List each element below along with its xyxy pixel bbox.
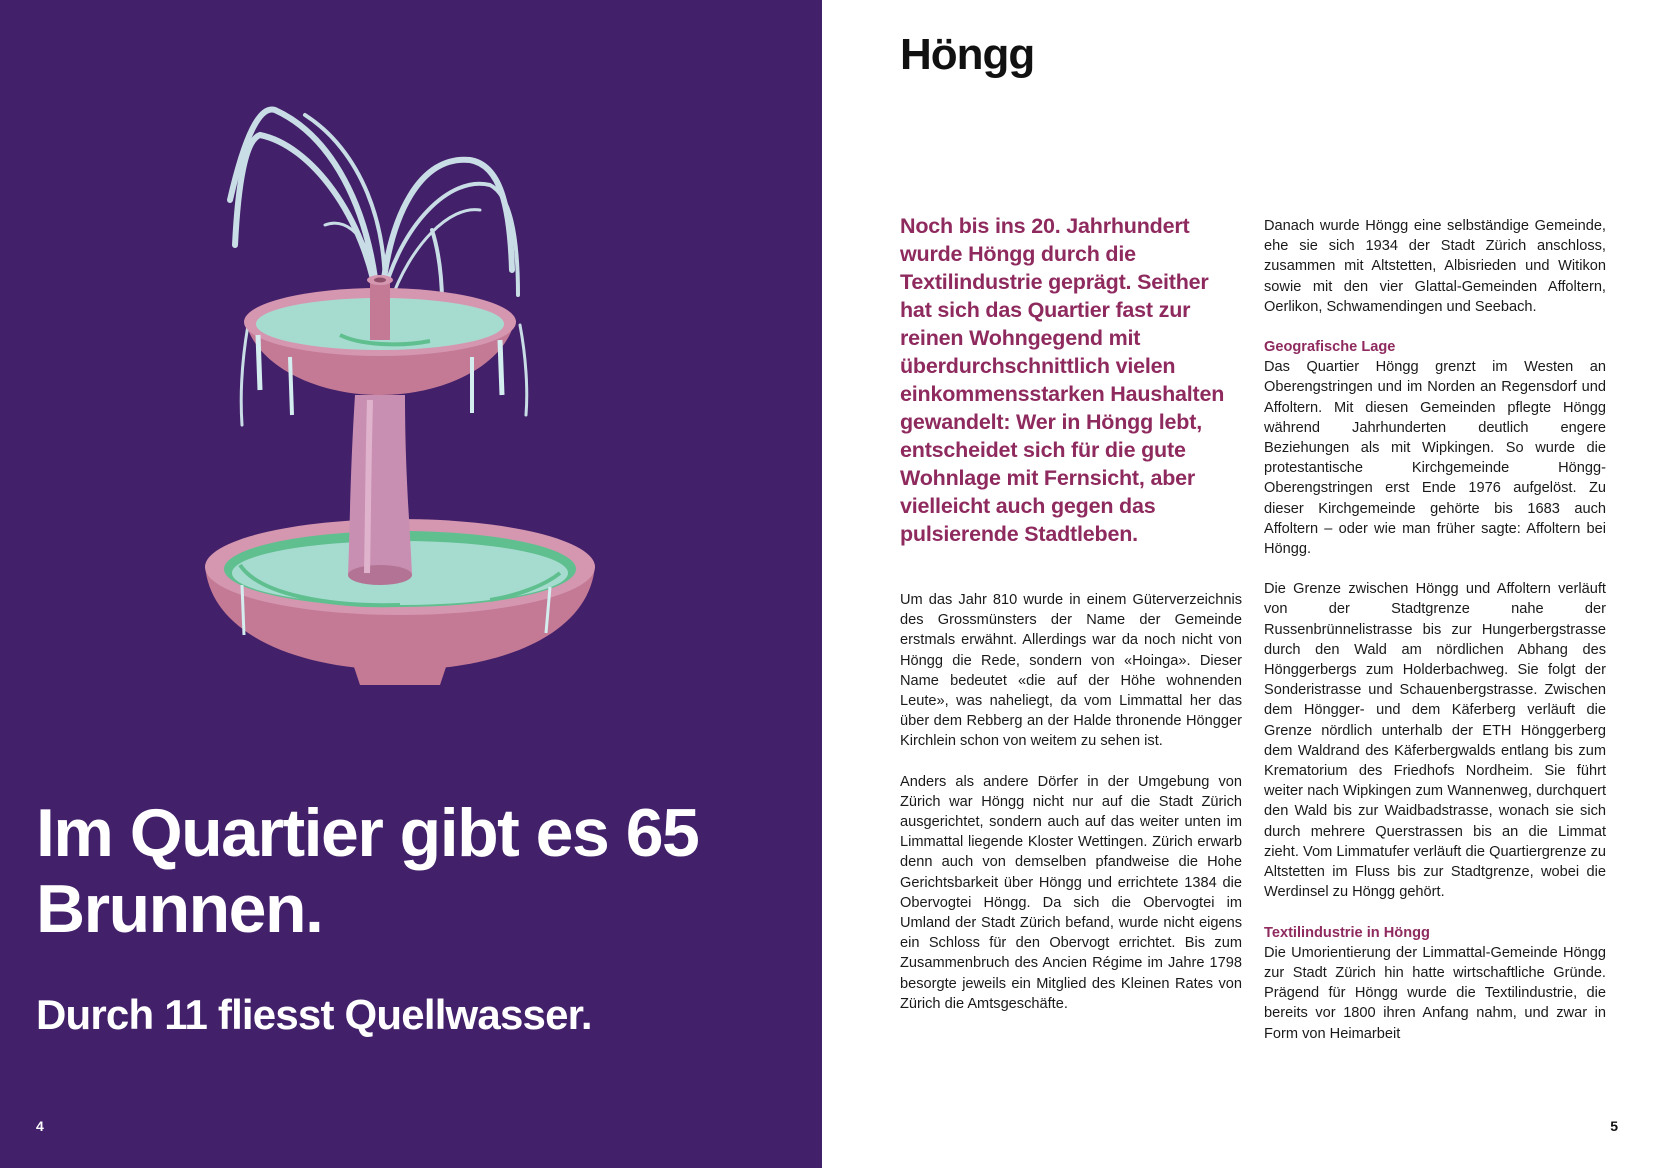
section-heading-textilindustrie: Textilindustrie in Höngg xyxy=(1264,924,1430,941)
body-paragraph: Die Umorientierung der Limmattal-Gemeinde Höngg zur Stadt Zürich hin hatte wirtschaftliche Gründe. Prägend für Höngg wurde die Textilindustrie, die bereits vor 1800 ihren Anfang nahm, und zwar in Form von Heimarbeit xyxy=(1264,944,1606,1042)
page-number-right: 5 xyxy=(1610,1118,1618,1134)
body-paragraph: Die Grenze zwischen Höngg und Affoltern verläuft von der Stadtgrenze nahe der Russenbrünnelistrasse bis zur Hungerbergstrasse durch den Wald am nördlichen Abhang des Hönggerbergs zum Holderbachweg. Sie folgt der Sonderistrasse und Schauenbergstrasse. Zwischen dem Höngger- und dem Käferberg verläuft die Grenze nördlich unterhalb der ETH Hönggerberg dem Waldrand des Käferbergwalds entlang bis zum Krematorium des Friedhofs Nordheim. Sie führt weiter nach Wipkingen zum Wannenweg, durchquert den Wald bis zur Waidbadstrasse, wonach sie sich durch mehrere Querstrassen bis an die Limmat zieht. Vom Limmatufer verläuft die Quartiergrenze zu Altstetten im Fluss bis zur Stadtgrenze, wobei die Werdinsel zu Höngg gehört. xyxy=(1264,581,1606,901)
text-column-right xyxy=(1264,216,1606,1044)
fountain-column xyxy=(348,395,412,585)
lead-paragraph: Noch bis ins 20. Jahrhundert wurde Höngg durch die Textilindustrie geprägt. Seither hat sich das Quartier fast zur reinen Wohngegend mit überdurchschnittlich vielen einkommensstarken Haushalten gewandelt: Wer in Höngg lebt, entscheidet sich für die gute Wohnlage mit Fernsicht, aber vielleicht auch gegen das pulsierende Stadtleben. xyxy=(900,214,1225,546)
body-paragraph: Danach wurde Höngg eine selbständige Gemeinde, ehe sie sich 1934 der Stadt Zürich anschloss, zusammen mit Altstetten, Albisrieden und Witikon sowie mit den vier Glattal-Gemeinden Affoltern, Oerlikon, Schwamendingen und Seebach. xyxy=(1264,218,1606,315)
page-title: Höngg xyxy=(900,30,1035,79)
section-heading-geografische-lage: Geografische Lage xyxy=(1264,339,1396,356)
fountain-illustration xyxy=(200,95,600,715)
text-column-left xyxy=(900,212,1242,1014)
right-page xyxy=(822,0,1654,1168)
spout xyxy=(367,275,393,340)
body-paragraph: Anders als andere Dörfer in der Umgebung von Zürich war Höngg nicht nur auf die Stadt Zürich ausgerichtet, sondern auch auf das weiter unten im Limmattal liegende Kloster Wettingen. Zürich erwarb denn auch von demselben pfandweise die Hohe Gerichtsbarkeit über Höngg und errichtete 1384 die Obervogtei Höngg. Da sich die Obervogtei im Umland der Stadt Zürich befand, wurde nicht eigens ein Schloss für den Obervogt errichtet. Bis zum Zusammenbruch des Ancien Régime im Jahre 1798 besorgte jeweils ein Mitglied des Kleinen Rates von Zürich die Amtsgeschäfte. xyxy=(900,773,1242,1012)
left-page xyxy=(0,0,822,1168)
page-number-left: 4 xyxy=(36,1118,44,1134)
subline: Durch 11 fliesst Quellwasser. xyxy=(36,991,592,1038)
body-paragraph: Das Quartier Höngg grenzt im Westen an Oberengstringen und im Norden an Regensdorf und Affoltern. Mit diesen Gemeinden pflegte Höngg während Jahrhunderten deutlich engere Beziehungen als mit Wipkingen. So wurde die protestantische Kirchgemeinde Höngg-Oberengstringen erst Ende 1976 aufgelöst. Zu dieser Kirchgemeinde gehörte bis 1683 auch Affoltern – oder wie man früher sagte: Affoltern bei Höngg. xyxy=(1264,359,1606,558)
headline: Im Quartier gibt es 65 Brunnen. xyxy=(36,795,699,947)
body-paragraph: Um das Jahr 810 wurde in einem Güterverzeichnis des Grossmünsters der Name der Gemeinde erstmals erwähnt. Allerdings war da noch nicht von Höngg die Rede, sondern von «Hoinga». Dieser Name bedeutet «die auf der Höhe wohnenden Leute», was naheliegt, da vom Limmattal her das über dem Rebberg an der Halde thronende Höngger Kirchlein schon von weitem zu sehen ist. xyxy=(900,592,1242,750)
